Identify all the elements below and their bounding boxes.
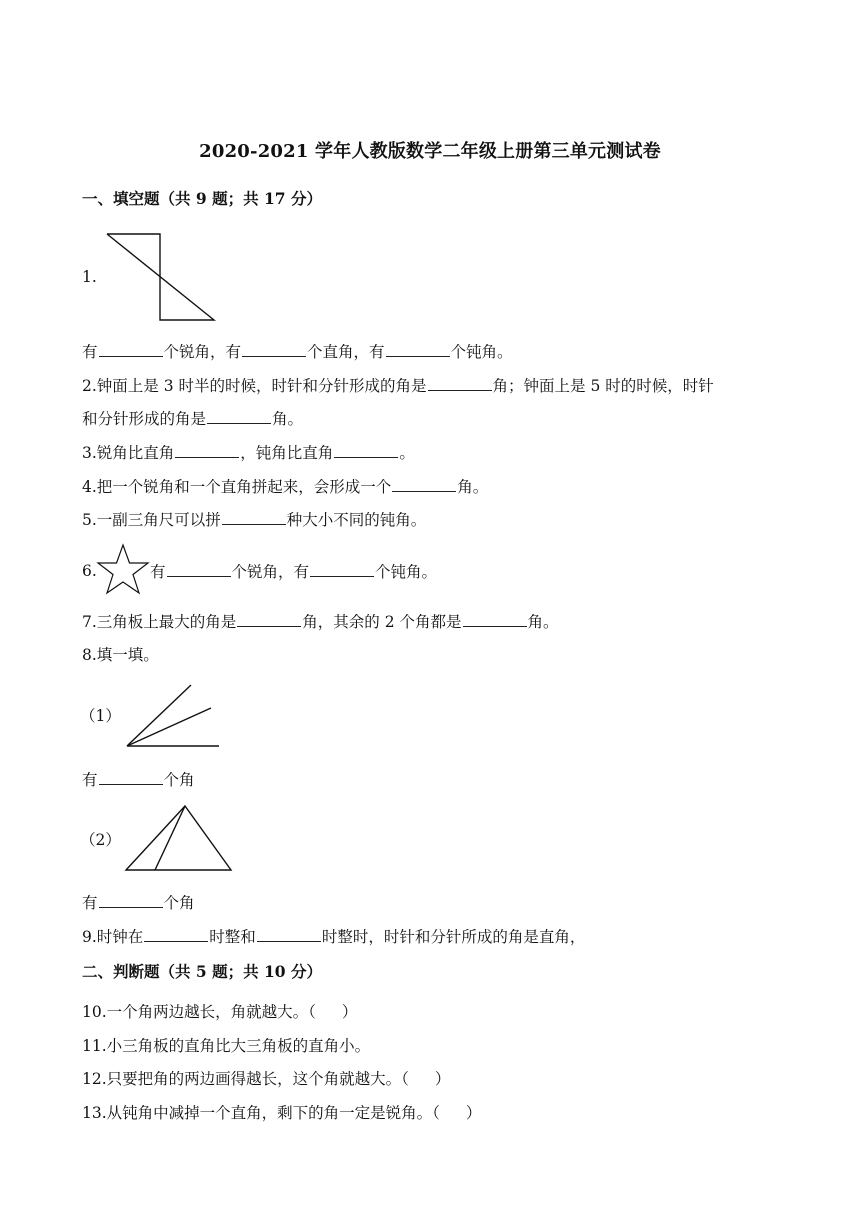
q8-text: 8.填一填。 (82, 646, 159, 664)
q2-blank-1[interactable] (428, 375, 492, 391)
q7-text-c: 角。 (527, 613, 559, 631)
q9-text-a: 9.时钟在 (82, 928, 144, 946)
q4-blank[interactable] (392, 476, 456, 492)
q8-part1-text-b: 个角 (163, 771, 195, 789)
q2-text-c: 和分针形成的角是 (82, 410, 207, 428)
q3-text-a: 3.锐角比直角 (82, 444, 175, 462)
q6-text (150, 561, 437, 582)
q3-text-c: 。 (399, 444, 415, 462)
q8-part2-text-b: 个角 (163, 894, 195, 912)
q8-part1-text (82, 769, 195, 790)
q8-part1-text-a: 有 (82, 771, 98, 789)
q7-text-a: 7.三角板上最大的角是 (82, 613, 237, 631)
q2-blank-2[interactable] (207, 408, 271, 424)
q6-number: 6. (82, 562, 97, 580)
q3-blank-2[interactable] (334, 442, 398, 458)
q1-blank-acute[interactable] (99, 341, 163, 357)
q8-part2-text (82, 892, 195, 913)
q11-text: 11.小三角板的直角比大三角板的直角小。 (82, 1037, 371, 1055)
q5-text (82, 509, 426, 530)
q7-blank-2[interactable] (463, 611, 527, 627)
q12-text-a: 12.只要把角的两边画得越长，这个角就越大。（ (82, 1070, 409, 1088)
q3-blank-1[interactable] (175, 442, 239, 458)
section-fill-in-heading: 一、填空题（共 9 题；共 17 分） (82, 189, 322, 208)
q2-text-b: 角；钟面上是 5 时的时候，时针 (492, 377, 714, 395)
q9-blank-2[interactable] (257, 926, 321, 942)
q9-text-b: 时整和 (209, 928, 256, 946)
q7-text (82, 611, 559, 632)
q8-part2-blank[interactable] (99, 892, 163, 908)
q13-text-a: 13.从钝角中减掉一个直角，剩下的角一定是锐角。（ (82, 1104, 440, 1122)
q2-text-line2 (82, 408, 303, 429)
q6-blank-acute[interactable] (167, 561, 231, 577)
q2-text-line1 (82, 375, 714, 396)
q8-part2-label: （2） (80, 831, 121, 849)
q1-text-d: 个钝角。 (450, 343, 513, 361)
q1-number: 1. (82, 268, 97, 286)
q7-blank-1[interactable] (237, 611, 301, 627)
q9-blank-1[interactable] (144, 926, 208, 942)
q1-text-c: 个直角，有 (307, 343, 385, 361)
q9-text-c: 时整时，时针和分针所成的角是直角， (321, 928, 586, 946)
q12-text (82, 1069, 450, 1089)
q3-text-b: ，钝角比直角 (240, 444, 334, 462)
q8-part1-label: （1） (80, 707, 121, 725)
q4-text-b: 角。 (457, 478, 489, 496)
q3-text (82, 442, 415, 463)
q1-blank-right[interactable] (242, 341, 306, 357)
q5-text-a: 5.一副三角尺可以拼 (82, 511, 221, 529)
q1-text (82, 341, 513, 362)
q1-text-b: 个锐角，有 (163, 343, 242, 361)
section-judgement-heading: 二、判断题（共 5 题；共 10 分） (82, 962, 322, 981)
q4-text-a: 4.把一个锐角和一个直角拼起来，会形成一个 (82, 478, 392, 496)
q2-text-d: 角。 (272, 410, 304, 428)
q2-text-a: 2.钟面上是 3 时半的时候，时针和分针形成的角是 (82, 377, 427, 395)
q8-part2-triangle-figure (122, 803, 234, 873)
q10-text-b: ） (341, 1003, 358, 1021)
page-title: 2020-2021 学年人教版数学二年级上册第三单元测试卷 (199, 141, 661, 162)
q8-part1-angles-figure (122, 683, 222, 751)
q10-text (82, 1002, 357, 1022)
q1-blank-obtuse[interactable] (386, 341, 450, 357)
q6-blank-obtuse[interactable] (310, 561, 374, 577)
q6-text-a: 有 (150, 563, 166, 581)
q9-text (82, 926, 585, 947)
q12-text-b: ） (434, 1070, 451, 1088)
q13-text-b: ） (465, 1104, 482, 1122)
q7-text-b: 角，其余的 2 个角都是 (302, 613, 462, 631)
q5-blank[interactable] (222, 509, 286, 525)
q6-star-figure (96, 543, 150, 597)
q8-part1-blank[interactable] (99, 769, 163, 785)
q10-text-a: 10.一个角两边越长，角就越大。（ (82, 1003, 316, 1021)
q5-text-b: 种大小不同的钝角。 (286, 511, 427, 529)
q6-text-c: 个钝角。 (375, 563, 438, 581)
q6-text-b: 个锐角，有 (231, 563, 310, 581)
q13-text (82, 1103, 481, 1123)
q1-triangle-figure (100, 230, 220, 325)
q4-text (82, 476, 488, 497)
q1-text-a: 有 (82, 343, 98, 361)
q8-part2-text-a: 有 (82, 894, 98, 912)
